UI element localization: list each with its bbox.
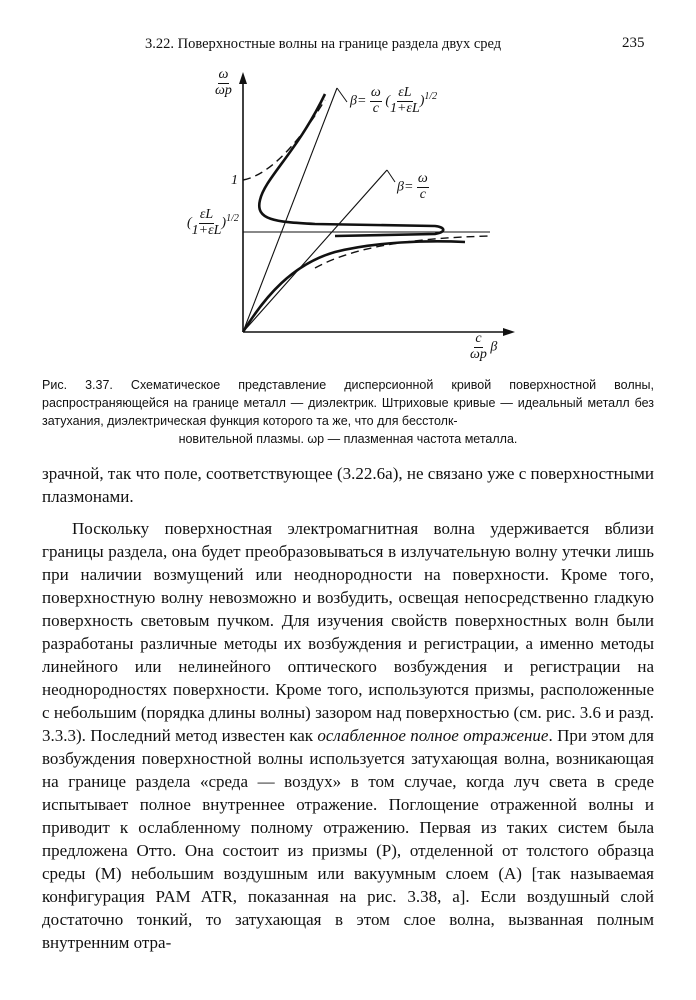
paragraph-2: Поскольку поверхностная электромагнитная волна удерживается вблизи границы раздела, она будет преобразовываться в излучательную волну утечки лишь при наличии возмущений или неоднородности на поверхности. Кроме того, поверхностную волну невозможно и возбудить, освещая непосредственно гладкую поверхность световым пучком. Для изучения свойств поверхностных волн были разработаны различные методы их возбуждения и регистрации, а именно методы линейного или нелинейного оптического возбуждения и регистрации на неоднородностях поверхности. Кроме того, используются призмы, расположенные с небольшим (порядка длины волны) зазором над поверхностью (см. рис. 3.6 и разд. 3.3.3). Последний метод известен как ослабленное полное отражение. При этом для возбуждения поверхностной волны используется затухающая волна, возникающая на границе раздела «среда — воздух» в том случае, когда луч света в среде испытывает полное внутреннее отражение. Поглощение отраженной волны и приводит к ослабленному полному отражению. Первая из таких систем была предложена Отто. Она состоит из призмы (P), отделенной от толстого образца среды (M) небольшим воздушным или вакуумным слоем (A) [так называемая конфигурация PAM ATR, показанная на рис. 3.38, a]. Если воздушный слой достаточно тонкий, то затухающая в этом слое волна, вызванная полным внутренним отра-	[42, 519, 654, 952]
light-line-bulk	[243, 170, 387, 332]
figure-caption	[42, 376, 654, 448]
page-number: 235	[622, 35, 645, 51]
light-line-label: β= $\frac{\omega}{c}$	[397, 171, 428, 202]
emphasized-term: ослабленное полное отражение	[317, 726, 549, 745]
y-axis-arrow	[239, 72, 247, 84]
paragraph-1: зрачной, так что поле, соответствующее (3.22.6а), не связано уже с поверхностными плазмонами.	[42, 464, 654, 506]
y-axis-label: $\frac{\omega}{\omega p}$	[215, 67, 232, 98]
light-line-steep	[243, 88, 337, 332]
tick-label-one: 1	[231, 173, 238, 188]
caption-last-line: новительной плазмы. ωp — плазменная частота металла.	[178, 432, 518, 446]
tick-label-asymptote: ( $\frac{\varepsilon L}{1+\varepsilon L}$ )$^{1/2}$	[187, 207, 239, 238]
x-axis-label: $\frac{c}{\omega p}$ β	[470, 331, 498, 362]
body-text	[42, 462, 654, 954]
running-title: 3.22. Поверхностные волны на границе раздела двух сред	[145, 36, 502, 52]
ideal-upper-branch	[243, 100, 325, 180]
curve-label-leader	[337, 88, 347, 102]
dispersion-figure	[165, 60, 525, 370]
damped-lower-branch	[243, 241, 465, 332]
light-line-label-leader	[387, 170, 395, 182]
caption-main: Рис. 3.37. Схематическое представление дисперсионной кривой поверхностной волны, распространяющейся на границе металл — диэлектрик. Штриховые кривые — идеальный металл без затухания, диэлектрическая функция которого та же, что для бесстолк-	[42, 378, 654, 428]
x-axis-arrow	[503, 328, 515, 336]
curve-label: β= $\frac{\omega}{c}$ ( $\frac{\varepsilon L}{1+\varepsilon L}$ )$^{1/2}$	[350, 85, 438, 116]
